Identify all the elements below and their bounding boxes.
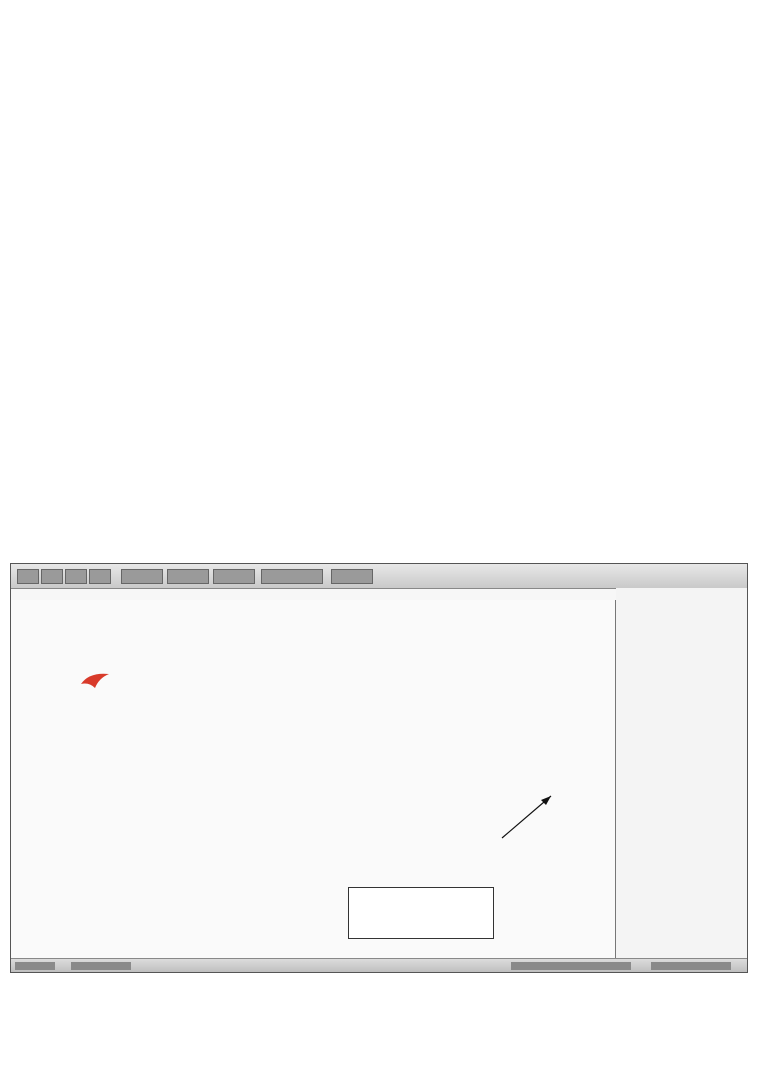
toolbar-button xyxy=(89,569,111,584)
quote-panel xyxy=(616,588,747,958)
toolbar-button xyxy=(17,569,39,584)
toolbar-button xyxy=(213,569,255,584)
status-segment xyxy=(15,962,55,970)
chart-title-bar xyxy=(11,588,615,600)
status-segment xyxy=(651,962,731,970)
figure-9-14 xyxy=(10,563,748,973)
status-segment xyxy=(71,962,131,970)
toolbar-button xyxy=(167,569,209,584)
annotation-box xyxy=(348,887,494,939)
chart-area xyxy=(11,600,616,958)
toolbar-button xyxy=(41,569,63,584)
candlestick-chart xyxy=(11,600,615,958)
watermark xyxy=(79,668,279,708)
status-bar xyxy=(11,958,747,973)
software-toolbar xyxy=(11,564,747,589)
toolbar-button xyxy=(65,569,87,584)
toolbar-button xyxy=(261,569,323,584)
toolbar-button xyxy=(331,569,373,584)
status-segment xyxy=(511,962,631,970)
watermark-logo xyxy=(79,670,113,692)
toolbar-button xyxy=(121,569,163,584)
